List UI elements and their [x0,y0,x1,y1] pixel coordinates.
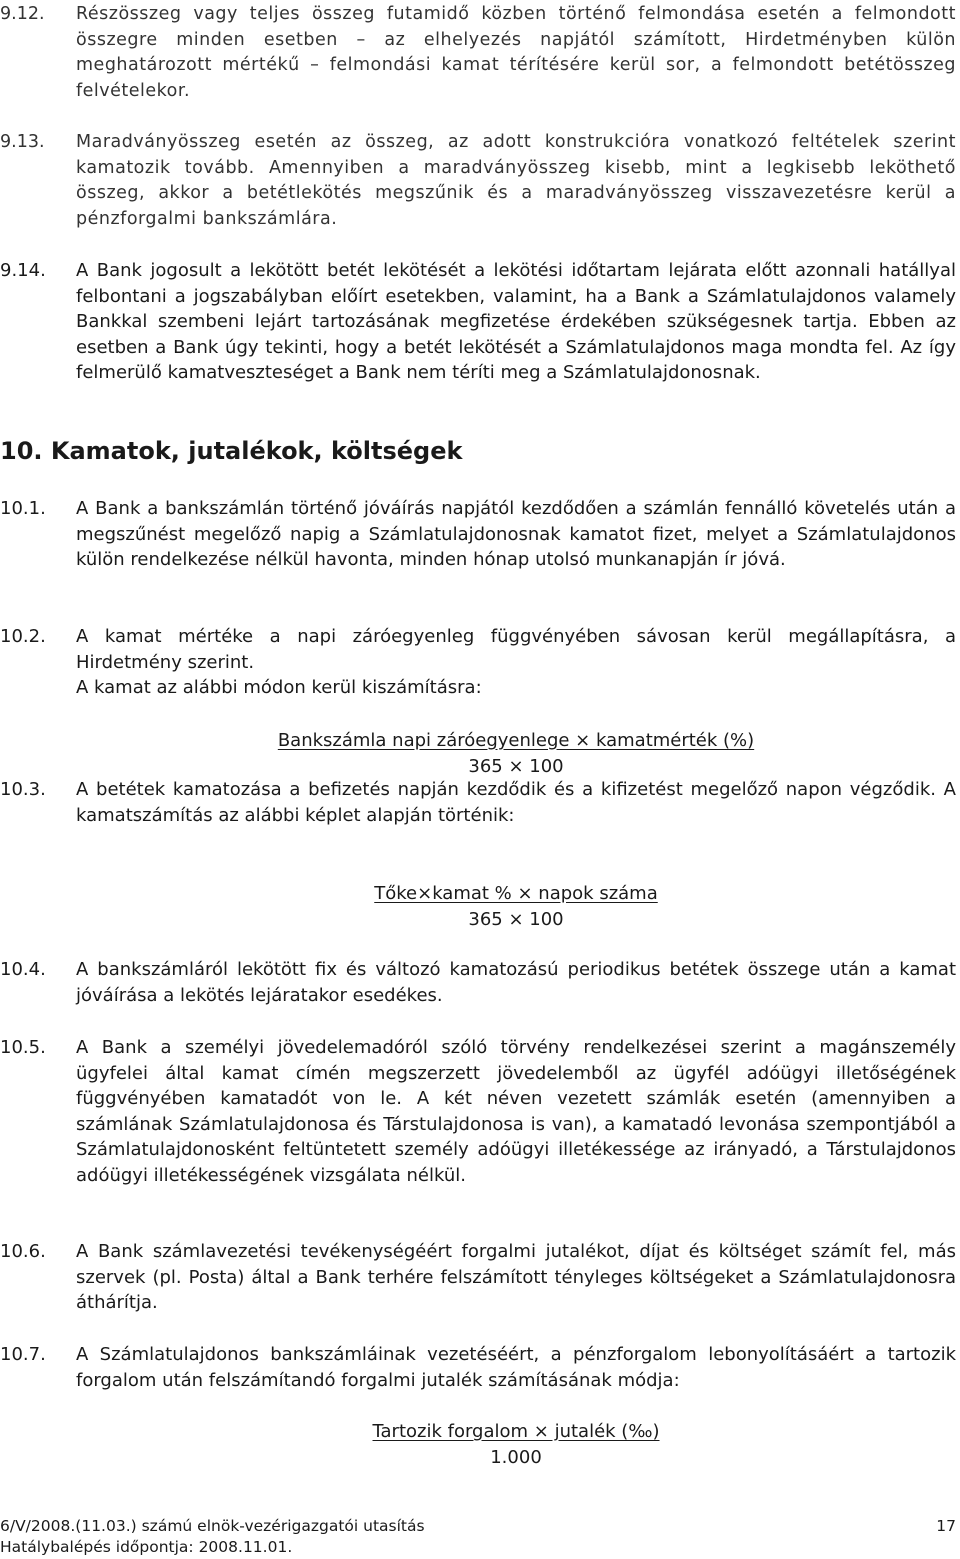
paragraph-number: 10.3. [0,779,46,800]
footer-directive: 6/V/2008.(11.03.) számú elnök-vezérigazgatói utasítás [0,1517,425,1535]
page-number: 17 [936,1517,956,1535]
interest-formula [76,728,956,780]
formula-numerator: Bankszámla napi záróegyenlege × kamatmérték (%) [277,730,755,751]
paragraph-number: 9.12. [0,4,45,24]
paragraph-number: 10.5. [0,1037,46,1058]
paragraph-10-1 [0,496,956,573]
paragraph-text: Részösszeg vagy teljes összeg futamidő közben történő felmondása esetén a felmondott összegre minden esetben – az elhelyezés napjától számított, Hirdetményben külön meghatározott mértékű – felmondási kamat térítésére kerül sor, a felmondott betétösszeg felvételekor. [76,4,956,101]
paragraph-number: 10.4. [0,959,46,980]
paragraph-number: 9.13. [0,132,45,152]
paragraph-number: 10.6. [0,1241,46,1262]
commission-formula [76,1419,956,1471]
paragraph-number: 9.14. [0,260,46,281]
paragraph-number: 10.2. [0,626,46,647]
paragraph-10-5 [0,1035,956,1188]
paragraph-10-4 [0,957,956,1008]
paragraph-9-14 [0,258,956,386]
paragraph-9-12 [0,2,956,104]
footer-effective-date: Hatálybalépés időpontja: 2008.11.01. [0,1538,293,1556]
formula-denominator: 1.000 [490,1447,542,1468]
deposit-interest-formula [76,881,956,933]
paragraph-text: Maradványösszeg esetén az összeg, az adott konstrukcióra vonatkozó feltételek szerint kamatozik tovább. Amennyiben a maradványösszeg kisebb, mint a legkisebb leköthető összeg, akkor a betétlekötés megszűnik és a maradványösszeg visszavezetésre kerül a pénzforgalmi bankszámlára. [76,132,956,229]
formula-denominator: 365 × 100 [468,756,564,777]
paragraph-text: A Bank jogosult a lekötött betét lekötését a lekötési időtartam lejárata előtt azonnali hatállyal felbontani a jogszabályban előírt esetekben, valamint, ha a Bank a Számlatulajdonos valamely Bankkal szembeni lejárt tartozásának megfizetése érdekében szükségesnek tartja. Ebben az esetben a Bank úgy tekinti, hogy a betét lekötését a Számlatulajdonos maga mondta fel. Az így felmerülő kamatveszteséget a Bank nem téríti meg a Számlatulajdonosnak. [76,260,956,383]
formula-numerator: Tőke×kamat % × napok száma [374,883,658,904]
section-heading: 10. Kamatok, jutalékok, költségek [0,437,463,465]
formula-denominator: 365 × 100 [468,909,564,930]
paragraph-10-6 [0,1239,956,1316]
paragraph-text: A Bank számlavezetési tevékenységéért forgalmi jutalékot, díjat és költséget számít fel, más szervek (pl. Posta) által a Bank terhére felszámított tényleges költségeket a Számlatulajdonosra áthárítja. [76,1241,956,1313]
paragraph-text: A Bank a bankszámlán történő jóváírás napjától kezdődően a számlán fennálló követelés után a megszűnést megelőző napig a Számlatulajdonosnak kamatot fizet, melyet a Számlatulajdonos külön rendelkezése nélkül havonta, minden hónap utolsó munkanapján ír jóvá. [76,498,956,570]
paragraph-text: A Számlatulajdonos bankszámláinak vezetéséért, a pénzforgalom lebonyolításáért a tartozik forgalom után felszámítandó forgalmi jutalék számításának módja: [76,1344,956,1391]
paragraph-text: A Bank a személyi jövedelemadóról szóló törvény rendelkezései szerint a magánszemély ügyfelei által kamat címén megszerzett jövedelemből az ügyfél adóügyi illetőségének függvényében kamatadót von le. A két néven vezetett számlák esetén (amennyiben a számlának Számlatulajdonosa és Társtulajdonosa is van), a kamatadó levonása szempontjából a Számlatulajdonosként feltüntetett személy adóügyi illetékessége az irányadó, a Társtulajdonos adóügyi illetékességének vizsgálata nélkül. [76,1037,956,1186]
paragraph-number: 10.7. [0,1344,46,1365]
paragraph-text: A betétek kamatozása a befizetés napján kezdődik és a kifizetést megelőző napon végződik. A kamatszámítás az alábbi képlet alapján történik: [76,779,956,826]
page-footer [0,1516,960,1558]
paragraph-10-2 [0,624,956,701]
paragraph-number: 10.1. [0,498,46,519]
paragraph-text: A bankszámláról lekötött fix és változó kamatozású periodikus betétek összege után a kamat jóváírása a lekötés lejáratakor esedékes. [76,959,956,1006]
paragraph-9-13 [0,130,956,232]
paragraph-10-3 [0,777,956,828]
paragraph-10-7 [0,1342,956,1393]
formula-numerator: Tartozik forgalom × jutalék (‰) [372,1421,660,1442]
paragraph-text: A kamat mértéke a napi záróegyenleg függvényében sávosan kerül megállapításra, a Hirdetmény szerint. [76,626,956,673]
paragraph-text-second: A kamat az alábbi módon kerül kiszámításra: [76,677,482,698]
